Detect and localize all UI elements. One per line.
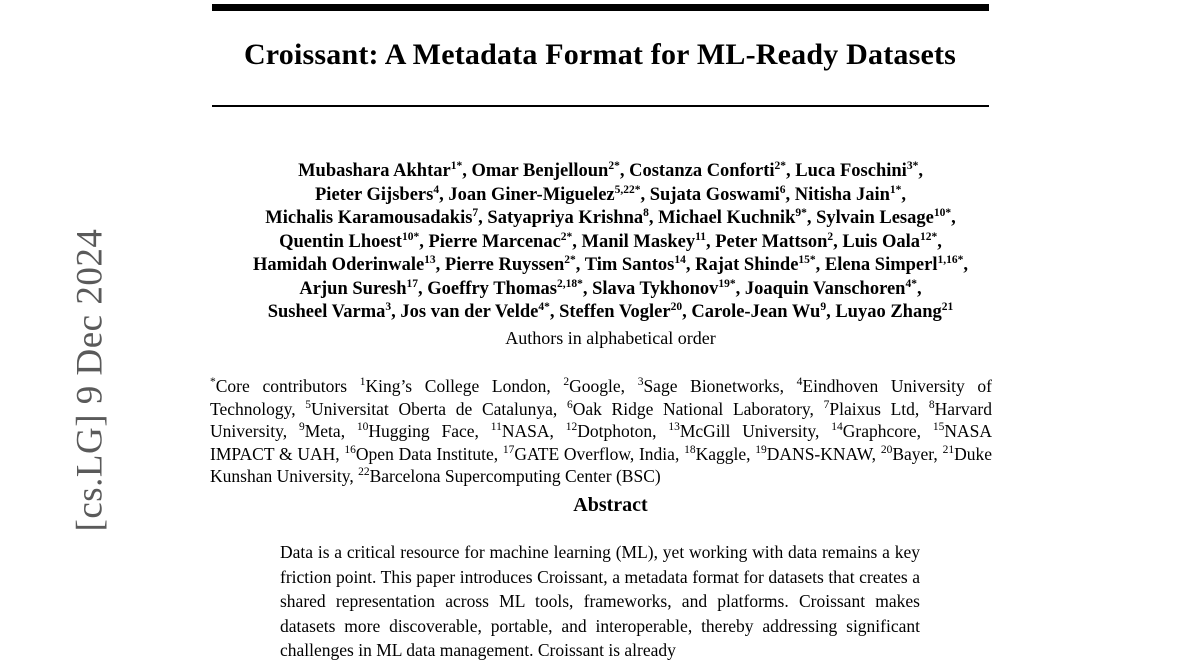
abstract-body bbox=[280, 540, 920, 663]
abstract-paragraph: Data is a critical resource for machine learning (ML), yet working with data remains a key friction point. This paper introduces Croissant, a metadata format for datasets that creates a shared representation across ML tools, frameworks, and platforms. Croissant makes datasets more discoverable, portable, and interoperable, thereby addressing significant challenges in ML data management. Croissant is already bbox=[280, 542, 920, 660]
arxiv-stamp bbox=[0, 0, 120, 648]
author-list: Mubashara Akhtar$^{1*}$, Omar Benjelloun$^{2*}$, Costanza Conforti$^{2*}$, Luca Foschini$^{3*}$, Pieter Gijsbers$^4$, Joan Giner-Miguelez$^{5,22*}$, Sujata Goswami$^6$, Nitisha Jain$^{1*}$, Michalis Karamousadakis$^7$, Satyapriya Krishna$^8$, Michael Kuchnik$^{9*}$, Sylvain Lesage$^{10*}$, Quentin Lhoest$^{10*}$, Pierre Marcenac$^{2*}$, Manil Maskey$^{11}$, Peter Mattson$^2$, Luis Oala$^{12*}$, Hamidah Oderinwale$^{13}$, Pierre Ruyssen$^{2*}$, Tim Santos$^{14}$, Rajat Shinde$^{15*}$, Elena Simperl$^{1,16*}$, Arjun Suresh$^{17}$, Goeffry Thomas$^{2,18*}$, Slava Tykhonov$^{19*}$, Joaquin Vanschoren$^{4*}$, Susheel Varma$^3$, Jos van der Velde$^{4*}$, Steffen Vogler$^{20}$, Carole-Jean Wu$^9$, Luyao Zhang$^{21}$ bbox=[253, 159, 968, 322]
author-order-note: Authors in alphabetical order bbox=[505, 328, 716, 348]
arxiv-stamp-label: [cs.LG] 9 Dec 2024 bbox=[69, 228, 111, 532]
paper-page bbox=[120, 0, 1200, 660]
header-rule bbox=[212, 4, 989, 11]
affiliations-block: *Core contributors $^1$King’s College London, $^2$Google, $^3$Sage Bionetworks, $^4$Eindhoven University of Technology, $^5$Universitat Oberta de Catalunya, $^6$Oak Ridge National Laboratory, $^7$Plaixus Ltd, $^8$Harvard University, $^9$Meta, $^{10}$Hugging Face, $^{11}$NASA, $^{12}$Dotphoton, $^{13}$McGill University, $^{14}$Graphcore, $^{15}$NASA IMPACT & UAH, $^{16}$Open Data Institute, $^{17}$GATE Overflow, India, $^{18}$Kaggle, $^{19}$DANS-KNAW, $^{20}$Bayer, $^{21}$Duke Kunshan University, $^{22}$Barcelona Supercomputing Center (BSC) bbox=[210, 376, 993, 486]
page-title: Croissant: A Metadata Format for ML-Ready Datasets bbox=[243, 38, 957, 71]
title-divider bbox=[212, 105, 989, 107]
abstract-heading: Abstract bbox=[573, 494, 648, 516]
